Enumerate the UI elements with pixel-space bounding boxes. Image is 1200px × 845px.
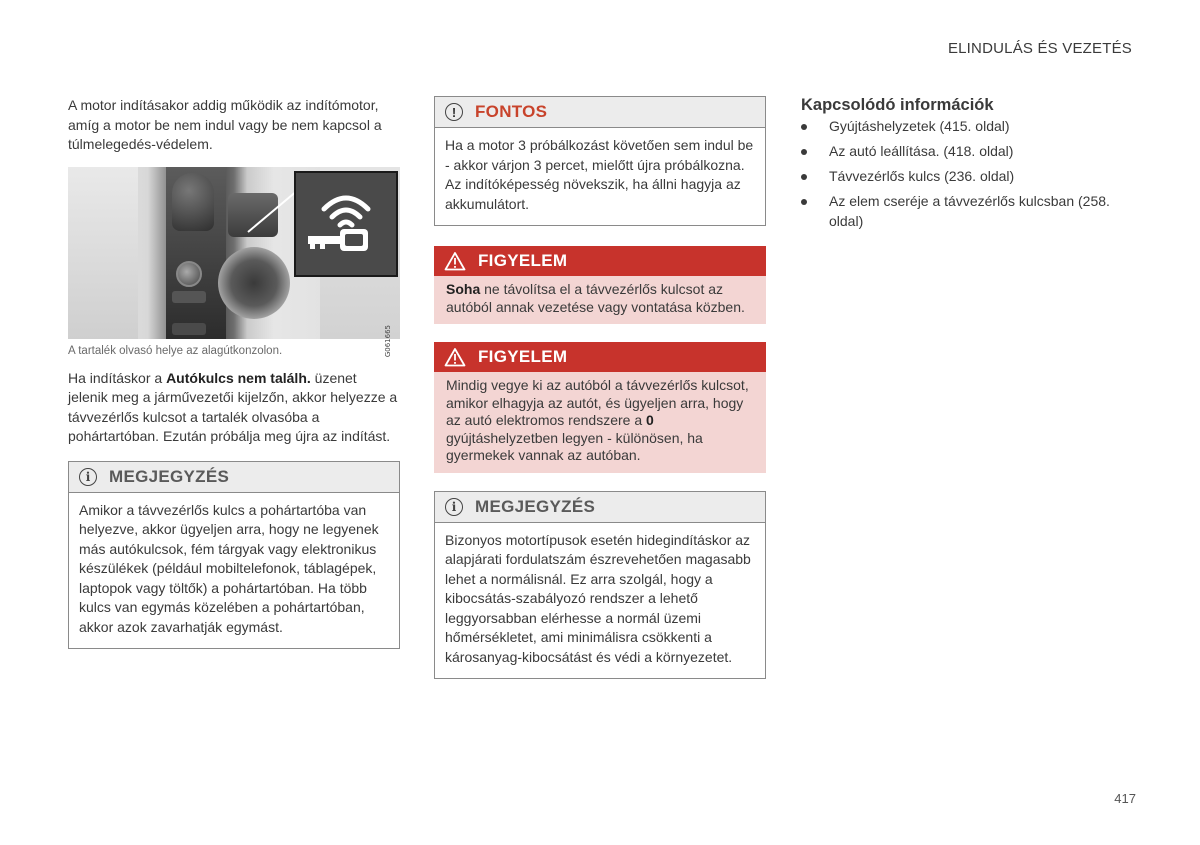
figure-caption: A tartalék olvasó helye az alagútkonzolon. — [68, 344, 283, 357]
related-link[interactable]: Gyújtáshelyzetek (415. oldal) — [801, 117, 1133, 137]
remote-key-inset — [294, 171, 398, 277]
important-box — [434, 96, 766, 226]
bullet-icon — [801, 174, 807, 180]
note-text: Amikor a távvezérlős kulcs a pohártartóba van helyezve, akkor ügyeljen arra, hogy ne legyenek más autókulcsok, fém tárgyak vagy elektronikus készülékek (például mobiltelefonok, táblagépek, laptopok vagy töltők) a pohártartóban. Ha több kulcs van egymás közelében a pohártartóban, akkor azok zavarhatják egymást. — [79, 501, 379, 635]
warning-triangle-icon — [444, 347, 466, 367]
warning-box-1 — [434, 246, 766, 324]
warning-title: FIGYELEM — [478, 347, 568, 366]
page-number: 417 — [1114, 791, 1136, 806]
info-icon: i — [445, 498, 463, 516]
instruction-paragraph: Ha indításkor a Autókulcs nem találh. üzenet jelenik meg a járművezetői kijelzőn, akkor helyezze a távvezérlős kulcsot a tartalék olvasóba a pohártartóban. Ezután próbálja meg újra az indítást. — [68, 369, 398, 444]
warning-text: Mindig vegye ki az autóból a távvezérlős kulcsot, amikor elhagyja az autót, és ügyeljen arra, hogy az autó elektromos rendszere a 0 gyújtáshelyzetben legyen - különösen, ha gyermekek vannak az autóban. — [434, 372, 766, 473]
note-box-left — [68, 461, 400, 650]
exclamation-circle-icon: ! — [445, 103, 463, 121]
bullet-icon — [801, 199, 807, 205]
related-link[interactable]: Az autó leállítása. (418. oldal) — [801, 142, 1133, 162]
intro-paragraph: A motor indításakor addig működik az indítómotor, amíg a motor be nem indul vagy be nem kapcsol a túlmelegedés-védelem. — [68, 97, 382, 152]
important-title: FONTOS — [475, 102, 548, 121]
note-text: Bizonyos motortípusok esetén hidegindításkor az alapjárati fordulatszám észrevehetően magasabb lehet a normálisnál. Ez arra szolgál, hogy a kibocsátás-szabályozó rendszer a lehető leggyorsabban elérhesse a normál üzemi hőmérsékletet, ami minimálisra csökkenti a károsanyag-kibocsátást és védi a környezetet. — [445, 531, 751, 665]
related-link[interactable]: Távvezérlős kulcs (236. oldal) — [801, 167, 1133, 187]
start-knob — [176, 261, 202, 287]
column-left — [68, 96, 400, 649]
bullet-icon — [801, 149, 807, 155]
gear-lever — [172, 173, 214, 231]
column-middle — [434, 96, 766, 679]
related-links-list — [801, 117, 1133, 231]
info-icon: i — [79, 468, 97, 486]
warning-text: Soha ne távolítsa el a távvezérlős kulcsot az autóból annak vezetése vagy vontatása közben. — [434, 276, 766, 324]
warning-triangle-icon — [444, 251, 466, 271]
section-title: ELINDULÁS ÉS VEZETÉS — [947, 40, 1132, 57]
cup-holder — [218, 247, 290, 319]
message-bold: Autókulcs nem találh. — [166, 369, 311, 386]
important-text: Ha a motor 3 próbálkozást követően sem indul be - akkor várjon 3 percet, mielőtt újra próbálkozna. Az indítóképesség növekszik, ha állni hagyja az akkumulátort. — [445, 137, 754, 212]
related-link[interactable]: Az elem cseréje a távvezérlős kulcsban (258. oldal) — [801, 192, 1133, 231]
related-info-title: Kapcsolódó információk — [801, 96, 994, 114]
warning-title: FIGYELEM — [478, 251, 568, 270]
warning-box-2 — [434, 342, 766, 473]
figure-code: G061665 — [384, 324, 392, 357]
note-title: MEGJEGYZÉS — [475, 496, 596, 516]
remote-key-icon — [296, 173, 396, 275]
column-right — [801, 96, 1133, 237]
bullet-icon — [801, 124, 807, 130]
note-title: MEGJEGYZÉS — [109, 466, 230, 486]
note-box-middle — [434, 491, 766, 680]
